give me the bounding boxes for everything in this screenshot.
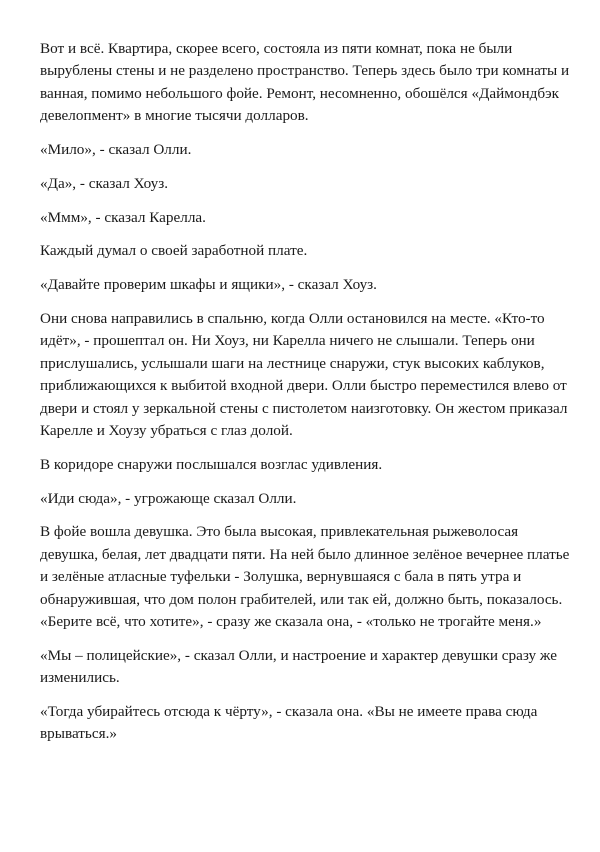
paragraph: «Ммм», - сказал Карелла. xyxy=(40,208,206,226)
paragraph: «Мило», - сказал Олли. xyxy=(40,141,192,159)
paragraph: В коридоре снаружи послышался возглас удивления. xyxy=(40,455,383,473)
paragraph: «Да», - сказал Хоуз. xyxy=(40,174,169,192)
paragraph: «Иди сюда», - угрожающе сказал Олли. xyxy=(40,489,297,507)
paragraph: «Давайте проверим шкафы и ящики», - сказал Хоуз. xyxy=(40,276,377,294)
paragraph: Они снова направились в спальню, когда Олли остановился на месте. «Кто-то идёт», - прошептал он. Ни Хоуз, ни Карелла ничего не слышали. Теперь они прислушались, услышали шаги на лестнице снаружи, стук высоких каблуков, приближающихся к выбитой входной двери. Олли быстро переместился влево от двери и стоял у зеркальной стены с пистолетом наизготовку. Он жестом приказал Карелле и Хоузу убраться с глаз долой. xyxy=(40,310,568,440)
paragraph: Вот и всё. Квартира, скорее всего, состояла из пяти комнат, пока не были вырублены стены и не разделено пространство. Теперь здесь было три комнаты и ванная, помимо небольшого фойе. Ремонт, несомненно, обошёлся «Даймондбэк девелопмент» в многие тысячи долларов. xyxy=(40,40,570,125)
document-page xyxy=(40,38,570,757)
paragraph: «Мы – полицейские», - сказал Олли, и настроение и характер девушки сразу же изменились. xyxy=(40,646,557,687)
paragraph: Каждый думал о своей заработной плате. xyxy=(40,242,308,260)
paragraph: «Тогда убирайтесь отсюда к чёрту», - сказала она. «Вы не имеете права сюда врываться.» xyxy=(40,703,538,743)
paragraph: В фойе вошла девушка. Это была высокая, привлекательная рыжеволосая девушка, белая, лет двадцати пяти. На ней было длинное зелёное вечернее платье и зелёные атласные туфельки - Золушка, вернувшаяся с бала в пять утра и обнаружившая, что дом полон грабителей, или так ей, должно быть, показалось. «Берите всё, что хотите», - сразу же сказала она, - «только не трогайте меня.» xyxy=(40,523,570,631)
